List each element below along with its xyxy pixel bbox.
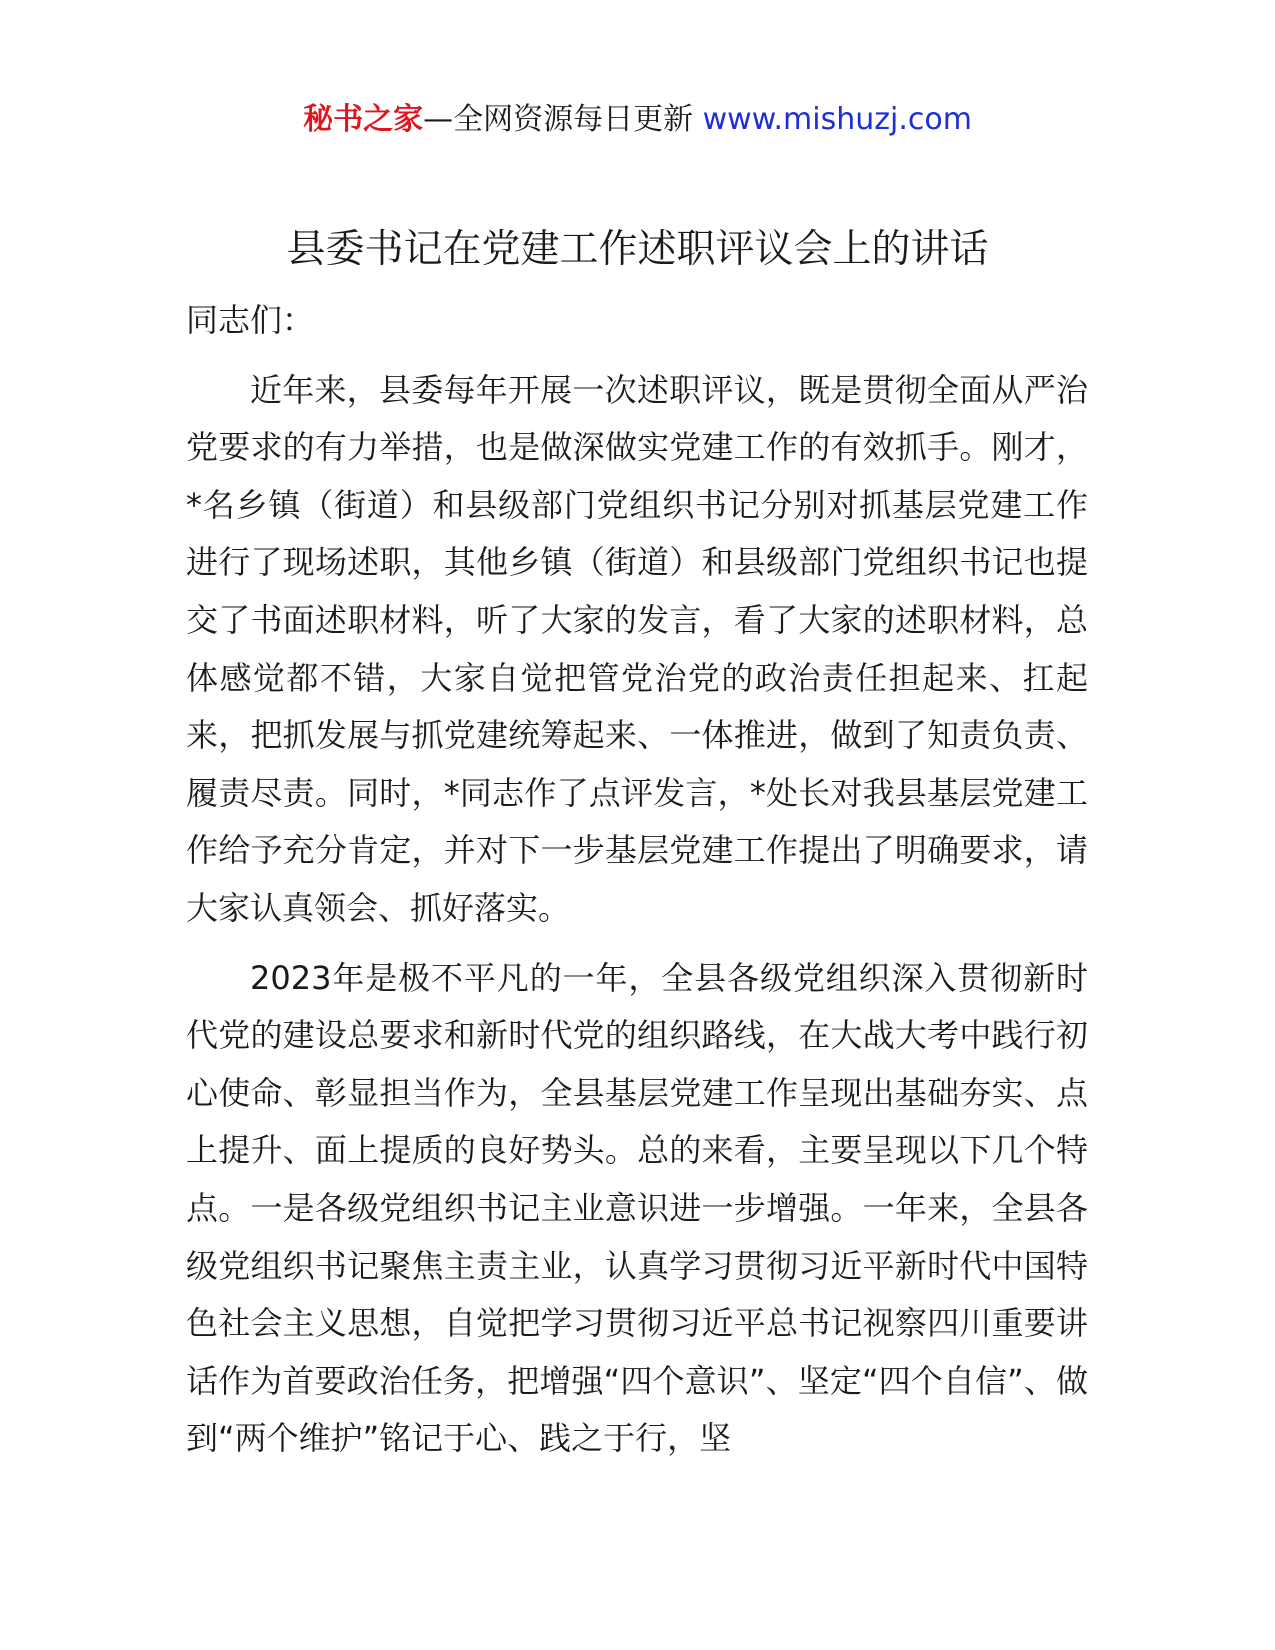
site-url-link[interactable]: www.mishuzj.com (702, 102, 972, 137)
document-title: 县委书记在党建工作述职评议会上的讲话 (286, 227, 989, 272)
paragraph-2: 2023年是极不平凡的一年，全县各级党组织深入贯彻新时代党的建设总要求和新时代党的组织路线，在大战大考中践行初心使命、彰显担当作为，全县基层党建工作呈现出基础夯实、点上提升、面上提质的良好势头。总的来看，主要呈现以下几个特点。一是各级党组织书记主业意识进一步增强。一年来，全县各级党组织书记聚焦主责主业，认真学习贯彻习近平新时代中国特色社会主义思想，自觉把学习贯彻习近平总书记视察四川重要讲话作为首要政治任务，把增强“四个意识”、坚定“四个自信”、做到“两个维护”铭记于心、践之于行，坚 (186, 958, 1088, 1458)
site-brand: 秘书之家 (303, 102, 424, 137)
site-slogan: —全网资源每日更新 (423, 102, 694, 137)
document-body (186, 292, 1088, 1480)
site-banner (0, 98, 1275, 142)
paragraph-1: 近年来，县委每年开展一次述职评议，既是贯彻全面从严治党要求的有力举措，也是做深做实党建工作的有效抓手。刚才，*名乡镇（街道）和县级部门党组织书记分别对抓基层党建工作进行了现场述职，其他乡镇（街道）和县级部门党组织书记也提交了书面述职材料，听了大家的发言，看了大家的述职材料，总体感觉都不错，大家自觉把管党治党的政治责任担起来、扛起来，把抓发展与抓党建统筹起来、一体推进，做到了知责负责、履责尽责。同时，*同志作了点评发言，*处长对我县基层党建工作给予充分肯定，并对下一步基层党建工作提出了明确要求，请大家认真领会、抓好落实。 (186, 370, 1088, 927)
greeting: 同志们： (186, 301, 315, 339)
